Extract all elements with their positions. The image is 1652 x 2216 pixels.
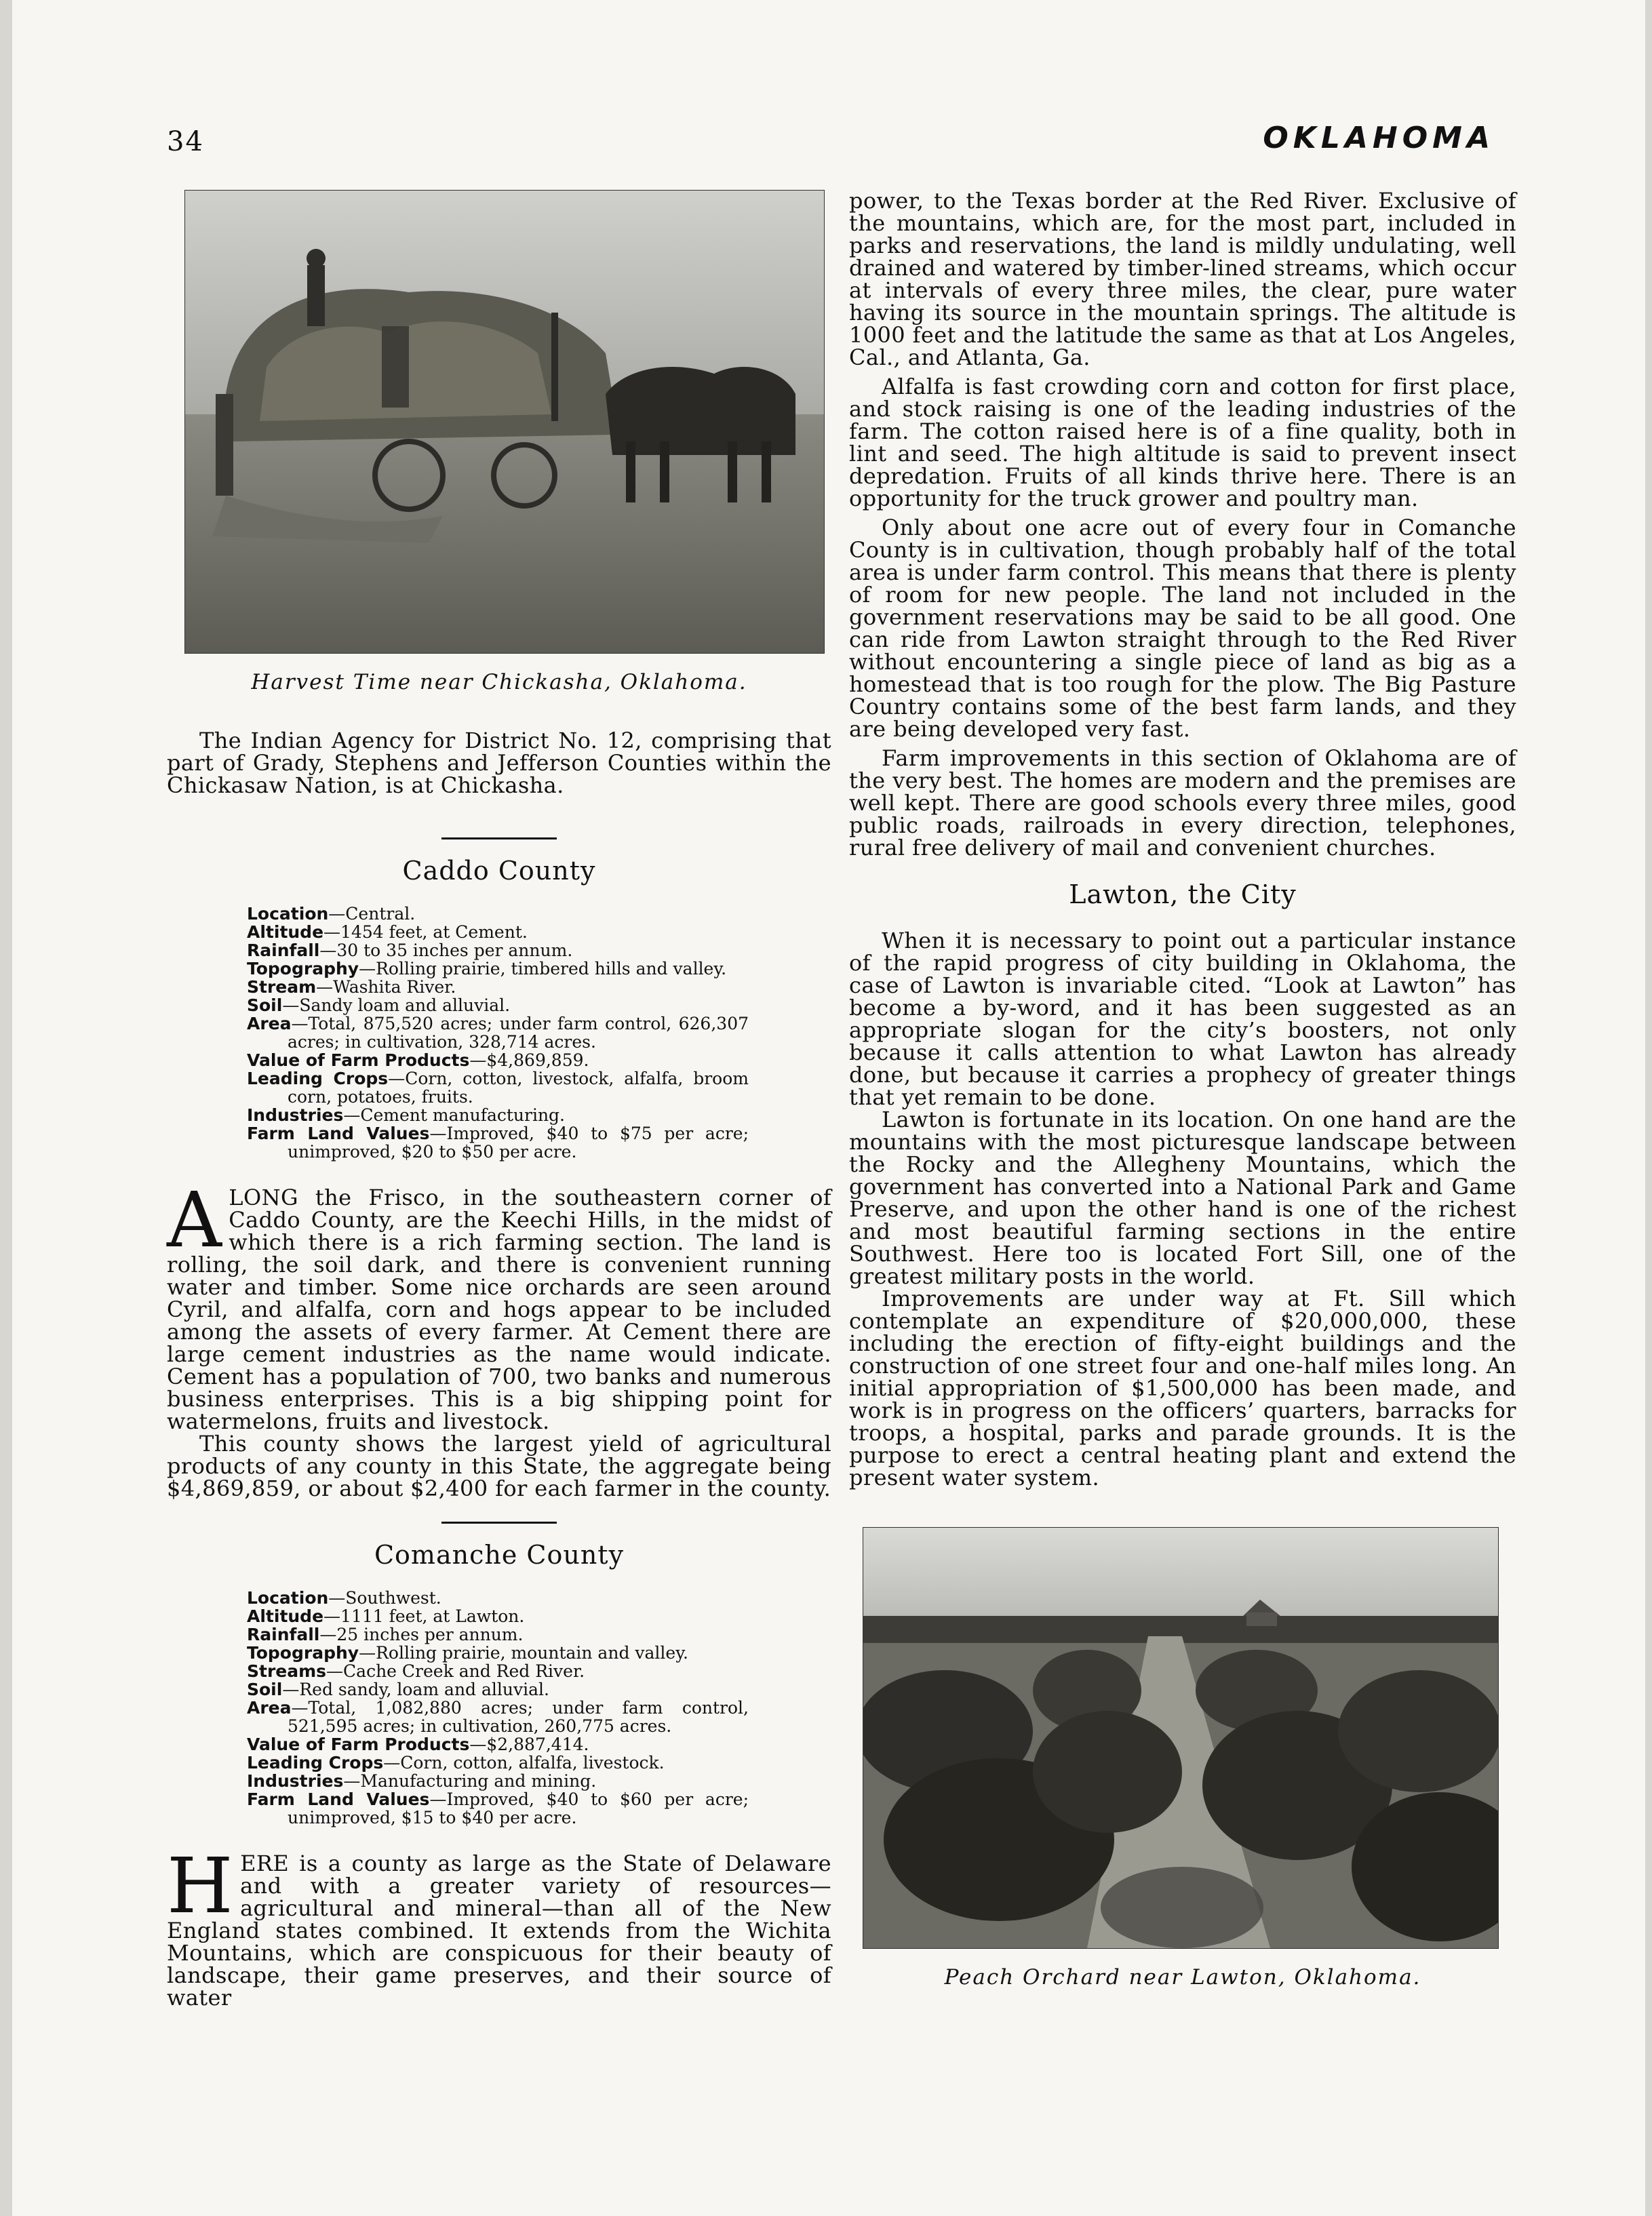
fact-item <box>247 1644 749 1662</box>
fact-label: Leading Crops <box>247 1753 384 1773</box>
fact-value: —Manufacturing and mining. <box>343 1771 597 1791</box>
fact-value: —Sandy loam and alluvial. <box>282 995 511 1015</box>
fact-value: —Improved, $40 to $60 per acre; unimproved, $15 to $40 per acre. <box>288 1789 749 1827</box>
fact-value: —$4,869,859. <box>469 1050 589 1070</box>
fact-value: —Rolling prairie, mountain and valley. <box>359 1643 688 1663</box>
fact-label: Topography <box>247 1643 359 1663</box>
lawton-paragraph-3: Improvements are under way at Ft. Sill which contemplate an expenditure of $20,000,000, these including the erection of fifty-eight buildings and the construction of one street four and one-half miles long. An initial appropriation of $1,500,000 has been made, and work is in progress on the officers’ quarters, barracks for troops, a hospital, parks and parade grounds. It is the purpose to erect a central heating plant and extend the present water system. <box>849 1286 1516 1490</box>
fact-label: Rainfall <box>247 1625 320 1644</box>
fact-value: —Total, 1,082,880 acres; under farm control, 521,595 acres; in cultivation, 260,775 acres. <box>288 1698 749 1736</box>
right-paragraph-2: Alfalfa is fast crowding corn and cotton for first place, and stock raising is one of the leading industries of the farm. The cotton raised here is of a fine quality, both in lint and seed. The high altitude is said to prevent insect depredation. Fruits of all kinds thrive here. There is an opportunity for the truck grower and poultry man. <box>849 374 1516 511</box>
fact-item <box>247 941 749 959</box>
fact-item <box>247 1051 749 1069</box>
fact-value: —Improved, $40 to $75 per acre; unimproved, $20 to $50 per acre. <box>288 1124 749 1162</box>
fact-label: Soil <box>247 1680 283 1699</box>
lawton-title: Lawton, the City <box>1069 879 1297 909</box>
fact-value: —$2,887,414. <box>469 1735 589 1754</box>
right-column <box>849 190 1516 1990</box>
lawton-paragraph-2: Lawton is fortunate in its location. On one hand are the mountains with the most picturesque landscape between the Rocky and the Allegheny Mountains, which the government has converted into a National Park and Game Preserve, and upon the other hand is one of the richest and most beautiful farming sections in the entire Southwest. Here too is located Fort Sill, one of the greatest military posts in the world. <box>849 1107 1516 1289</box>
right-paragraph-4: Farm improvements in this section of Oklahoma are of the very best. The homes are modern and the premises are well kept. There are good schools every three miles, good public roads, railroads in every direction, telephones, rural free delivery of mail and convenient churches. <box>849 745 1516 860</box>
fact-item <box>247 996 749 1014</box>
fact-label: Rainfall <box>247 941 320 960</box>
caddo-title: Caddo County <box>402 856 596 886</box>
agency-paragraph: The Indian Agency for District No. 12, comprising that part of Grady, Stephens and Jefferson Counties within the Chickasaw Nation, is at Chickasha. <box>167 728 831 798</box>
page-number: 34 <box>167 126 204 157</box>
fact-value: —1111 feet, at Lawton. <box>323 1606 525 1626</box>
fact-label: Value of Farm Products <box>247 1735 470 1754</box>
fact-label: Location <box>247 904 329 924</box>
fact-label: Topography <box>247 959 359 978</box>
fact-value: —Central. <box>328 904 416 924</box>
fact-label: Soil <box>247 995 283 1015</box>
fact-value: —Corn, cotton, livestock, alfalfa, broom corn, potatoes, fruits. <box>288 1069 749 1107</box>
fact-value: —Red sandy, loam and alluvial. <box>282 1680 549 1699</box>
harvest-photo <box>184 190 825 654</box>
harvest-caption: Harvest Time near Chickasha, Oklahoma. <box>251 670 747 694</box>
fact-label: Farm Land Values <box>247 1789 430 1809</box>
fact-item <box>247 959 749 978</box>
fact-value: —Total, 875,520 acres; under farm control, 626,307 acres; in cultivation, 328,714 acres. <box>288 1014 749 1052</box>
fact-item <box>247 923 749 941</box>
section-rule <box>441 1522 557 1524</box>
orchard-photo <box>863 1527 1499 1949</box>
fact-item <box>247 1754 749 1772</box>
fact-item <box>247 905 749 923</box>
fact-label: Altitude <box>247 922 324 942</box>
fact-item <box>247 1106 749 1124</box>
fact-label: Value of Farm Products <box>247 1050 470 1070</box>
fact-value: —Washita River. <box>316 977 456 997</box>
section-rule <box>441 837 557 839</box>
fact-label: Industries <box>247 1771 344 1791</box>
fact-item <box>247 1625 749 1644</box>
fact-label: Altitude <box>247 1606 324 1626</box>
fact-item <box>247 1735 749 1754</box>
fact-label: Area <box>247 1014 292 1033</box>
fact-value: —1454 feet, at Cement. <box>323 922 528 942</box>
fact-value: —Southwest. <box>328 1588 441 1608</box>
fact-item <box>247 1772 749 1790</box>
fact-label: Stream <box>247 977 317 997</box>
running-head: OKLAHOMA <box>1263 121 1495 155</box>
fact-label: Industries <box>247 1105 344 1125</box>
comanche-title: Comanche County <box>374 1540 625 1570</box>
fact-value: —Cache Creek and Red River. <box>326 1661 585 1681</box>
fact-item <box>247 978 749 996</box>
page <box>12 0 1645 2216</box>
comanche-facts <box>247 1589 749 1827</box>
fact-value: —Cement manufacturing. <box>343 1105 565 1125</box>
fact-item <box>247 1589 749 1607</box>
fact-value: —Corn, cotton, alfalfa, livestock. <box>383 1753 665 1773</box>
left-column <box>167 190 831 2009</box>
caddo-paragraph-2: This county shows the largest yield of agricultural products of any county in this State, the aggregate being $4,869,859, or about $2,400 for each farmer in the county. <box>167 1431 831 1501</box>
fact-label: Streams <box>247 1661 327 1681</box>
fact-item <box>247 1662 749 1680</box>
fact-item <box>247 1014 749 1051</box>
right-paragraph-3: Only about one acre out of every four in Comanche County is in cultivation, though probably half of the total area is under farm control. This means that there is plenty of room for new people. The land not included in the government reservations may be said to be all good. One can ride from Lawton straight through to the Red River without encountering a single piece of land as big as a homestead that is too rough for the plow. The Big Pasture Country contains some of the best farm lands, and they are being developed very fast. <box>849 515 1516 742</box>
fact-value: —Rolling prairie, timbered hills and valley. <box>359 959 727 978</box>
fact-label: Area <box>247 1698 292 1718</box>
fact-value: —30 to 35 inches per annum. <box>319 941 573 960</box>
fact-item <box>247 1069 749 1106</box>
caddo-paragraph-1: ALONG the Frisco, in the southeastern corner of Caddo County, are the Keechi Hills, in the midst of which there is a rich farming section. The land is rolling, the soil dark, and there is convenient running water and timber. Some nice orchards are seen around Cyril, and alfalfa, corn and hogs appear to be included among the assets of every farmer. At Cement there are large cement industries as the name would indicate. Cement has a population of 700, two banks and numerous business enterprises. This is a big shipping point for watermelons, fruits and livestock. <box>167 1176 831 1434</box>
lawton-paragraph-1: When it is necessary to point out a particular instance of the rapid progress of city building in Oklahoma, the case of Lawton is invariable cited. “Look at Lawton” has become a by-word, and it has been suggested as an appropriate slogan for the city’s boosters, not only because it calls attention to what Lawton has already done, but because it carries a prophecy of greater things that yet remain to be done. <box>849 928 1516 1110</box>
fact-label: Farm Land Values <box>247 1124 430 1143</box>
fact-label: Leading Crops <box>247 1069 389 1088</box>
orchard-caption: Peach Orchard near Lawton, Oklahoma. <box>944 1965 1421 1990</box>
fact-value: —25 inches per annum. <box>319 1625 524 1644</box>
fact-item <box>247 1790 749 1827</box>
fact-label: Location <box>247 1588 329 1608</box>
right-paragraph-1: power, to the Texas border at the Red River. Exclusive of the mountains, which are, for the most part, included in parks and reservations, the land is mildly undulating, well drained and watered by timber-lined streams, which occur at intervals of every three miles, the clear, pure water having its source in the mountain springs. The altitude is 1000 feet and the latitude the same as that at Los Angeles, Cal., and Atlanta, Ga. <box>849 188 1516 370</box>
fact-item <box>247 1680 749 1699</box>
fact-item <box>247 1699 749 1735</box>
caddo-facts <box>247 905 749 1161</box>
comanche-paragraph-1: HERE is a county as large as the State of Delaware and with a greater variety of resources—agricultural and mineral—than all of the New England states combined. It extends from the Wichita Mountains, which are conspicuous for their beauty of landscape, their game preserves, and their source of water <box>167 1842 831 2011</box>
fact-item <box>247 1124 749 1161</box>
fact-item <box>247 1607 749 1625</box>
